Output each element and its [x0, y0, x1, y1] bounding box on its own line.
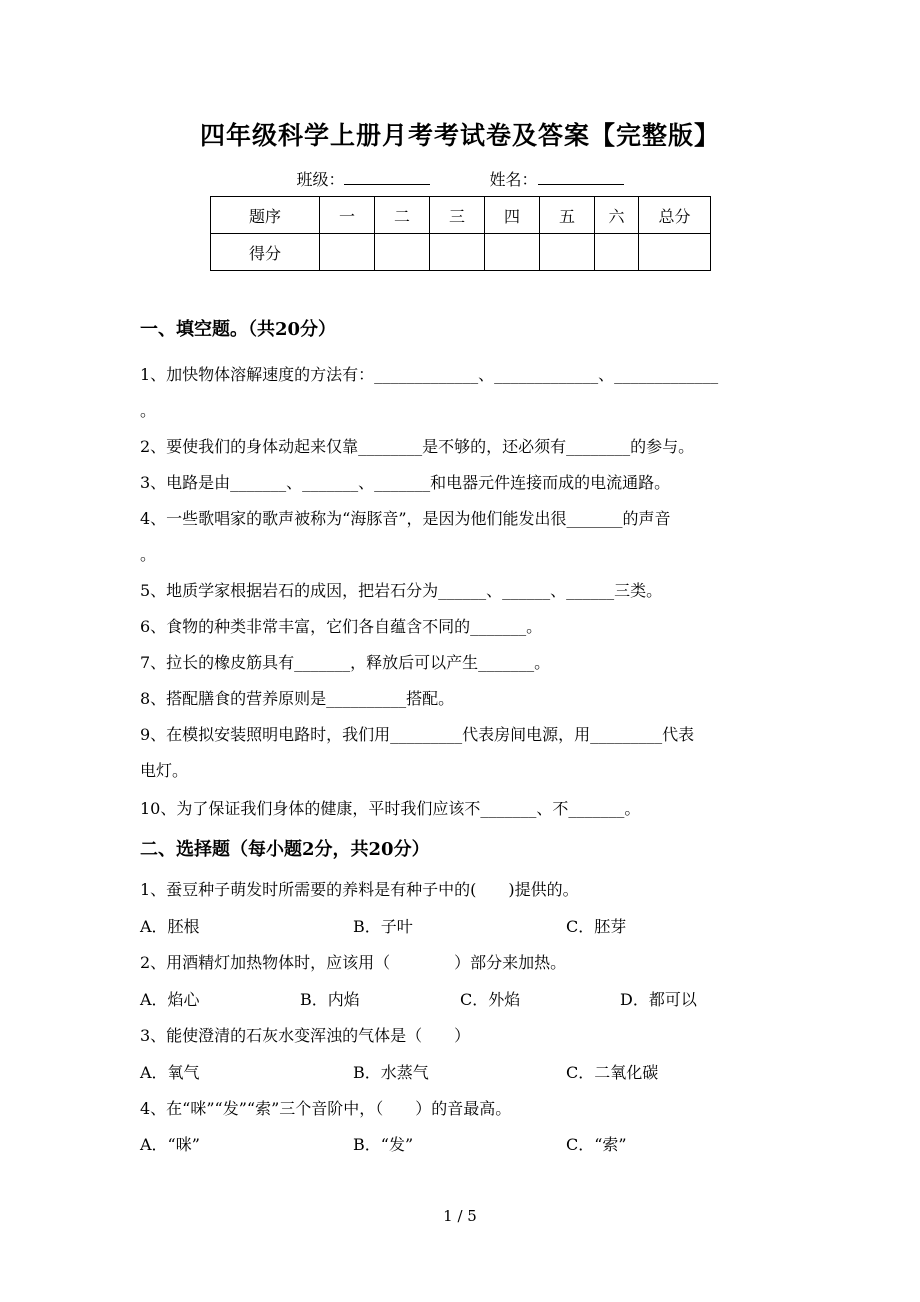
mc-4-option-b[interactable]: B．“发”: [353, 1135, 414, 1154]
score-table-score-row: [211, 234, 711, 271]
page-title: 四年级科学上册月考考试卷及答案【完整版】: [199, 121, 720, 150]
question-1: 1、加快物体溶解速度的方法有：_____________、_____________、_____________: [140, 365, 719, 384]
question-6: 6、食物的种类非常丰富，它们各自蕴含不同的_______。: [140, 617, 543, 636]
section-heading-multiple-choice: 二、选择题（每小题2分，共20分）: [140, 839, 430, 860]
question-3: 3、电路是由_______、_______、_______和电器元件连接而成的电流通路。: [140, 473, 671, 492]
score-cell[interactable]: [320, 234, 375, 271]
score-cell[interactable]: [430, 234, 485, 271]
mc-2-option-c[interactable]: C．外焰: [460, 990, 521, 1009]
section-heading-fill-blank: 一、填空题。（共20分）: [140, 319, 337, 340]
question-7: 7、拉长的橡皮筋具有_______，释放后可以产生_______。: [140, 653, 551, 672]
class-label: 班级：: [296, 170, 345, 189]
mc-1-option-a[interactable]: A．胚根: [140, 917, 200, 936]
header-cell: 四: [485, 197, 540, 234]
score-cell[interactable]: [485, 234, 540, 271]
score-table: [210, 196, 711, 271]
question-4: 4、一些歌唱家的歌声被称为“海豚音”，是因为他们能发出很_______的声音: [140, 509, 671, 528]
mc-2-option-a[interactable]: A．焰心: [140, 990, 200, 1009]
score-cell[interactable]: [639, 234, 711, 271]
header-cell: 题序: [211, 197, 320, 234]
mc-1-option-c[interactable]: C．胚芽: [566, 917, 627, 936]
header-cell: 总分: [639, 197, 711, 234]
question-4-continued: 。: [140, 545, 157, 564]
question-9-continued: 电灯。: [140, 761, 189, 780]
mc-1-option-b[interactable]: B．子叶: [353, 917, 413, 936]
score-table-header-row: [211, 197, 711, 234]
mc-question-2: 2、用酒精灯加热物体时，应该用（ ）部分来加热。: [140, 953, 567, 972]
header-cell: 二: [375, 197, 430, 234]
header-cell: 五: [540, 197, 595, 234]
score-cell[interactable]: [595, 234, 639, 271]
mc-question-1: 1、蚕豆种子萌发时所需要的养料是有种子中的( )提供的。: [140, 880, 579, 899]
score-cell[interactable]: [540, 234, 595, 271]
score-cell[interactable]: [375, 234, 430, 271]
name-label: 姓名：: [489, 170, 538, 189]
mc-question-3: 3、能使澄清的石灰水变浑浊的气体是（ ）: [140, 1026, 471, 1045]
mc-4-option-c[interactable]: C．“索”: [566, 1135, 627, 1154]
question-8: 8、搭配膳食的营养原则是__________搭配。: [140, 689, 455, 708]
mc-2-option-b[interactable]: B．内焰: [300, 990, 360, 1009]
question-2: 2、要使我们的身体动起来仅靠________是不够的，还必须有________的参与。: [140, 437, 695, 456]
mc-question-4: 4、在“咪”“发”“索”三个音阶中，（ ）的音最高。: [140, 1099, 512, 1118]
mc-2-option-d[interactable]: D．都可以: [620, 990, 697, 1009]
mc-3-option-b[interactable]: B．水蒸气: [353, 1063, 429, 1082]
mc-3-option-a[interactable]: A．氧气: [140, 1063, 200, 1082]
header-cell: 六: [595, 197, 639, 234]
mc-4-option-a[interactable]: A．“咪”: [140, 1135, 200, 1154]
student-info-row: [0, 166, 920, 193]
class-blank[interactable]: [344, 166, 430, 185]
name-blank[interactable]: [538, 166, 624, 185]
header-cell: 一: [320, 197, 375, 234]
question-9: 9、在模拟安装照明电路时，我们用_________代表房间电源，用_________代表: [140, 725, 695, 744]
question-1-continued: 。: [140, 401, 157, 420]
row-label-cell: 得分: [211, 234, 320, 271]
mc-3-option-c[interactable]: C．二氧化碳: [566, 1063, 659, 1082]
page-number: 1 / 5: [443, 1207, 477, 1225]
question-10: 10、为了保证我们身体的健康，平时我们应该不_______、不_______。: [140, 799, 641, 818]
header-cell: 三: [430, 197, 485, 234]
question-5: 5、地质学家根据岩石的成因，把岩石分为______、______、______三类。: [140, 581, 663, 600]
